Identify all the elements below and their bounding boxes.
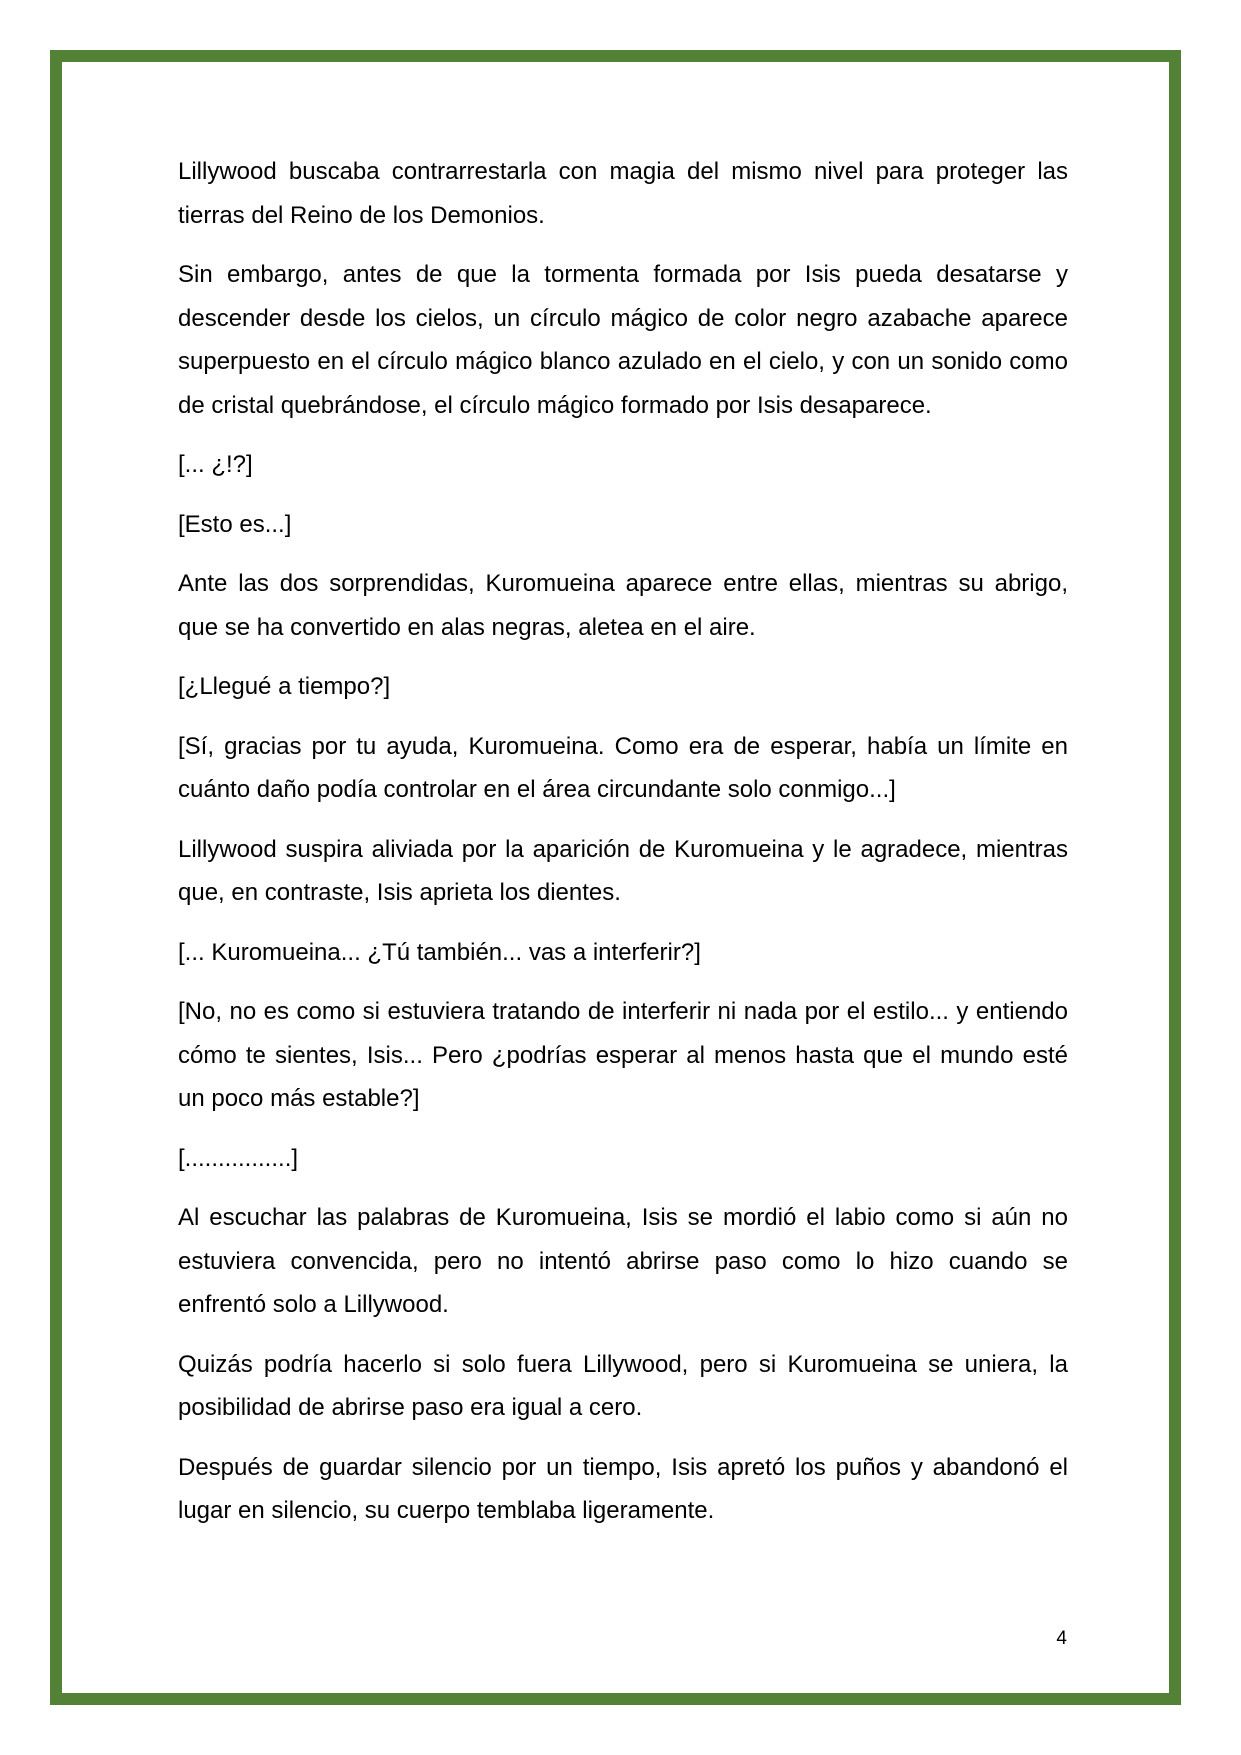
paragraph: [¿Llegué a tiempo?] [178, 673, 391, 700]
paragraph: Ante las dos sorprendidas, Kuromueina aparece entre ellas, mientras su abrigo, que se ha convertido en alas negras, aletea en el aire. [178, 570, 1068, 641]
paragraph: Quizás podría hacerlo si solo fuera Lillywood, pero si Kuromueina se uniera, la posibilidad de abrirse paso era igual a cero. [178, 1350, 1068, 1421]
paragraph: Después de guardar silencio por un tiempo, Isis apretó los puños y abandonó el lugar en silencio, su cuerpo temblaba ligeramente. [178, 1453, 1068, 1524]
paragraph: [Sí, gracias por tu ayuda, Kuromueina. Como era de esperar, había un límite en cuánto daño podía controlar en el área circundante solo conmigo...] [178, 732, 1068, 803]
paragraph: Al escuchar las palabras de Kuromueina, Isis se mordió el labio como si aún no estuviera convencida, pero no intentó abrirse paso como lo hizo cuando se enfrentó solo a Lillywood. [178, 1204, 1068, 1318]
page-number: 4 [1056, 1628, 1067, 1649]
paragraph: Lillywood buscaba contrarrestarla con magia del mismo nivel para proteger las tierras del Reino de los Demonios. [178, 158, 1068, 229]
paragraph: Sin embargo, antes de que la tormenta formada por Isis pueda desatarse y descender desde los cielos, un círculo mágico de color negro azabache aparece superpuesto en el círculo mágico blanco azulado en el cielo, y con un sonido como de cristal quebrándose, el círculo mágico formado por Isis desaparece. [178, 261, 1068, 419]
paragraph: [... ¿!?] [178, 451, 253, 478]
document-body [178, 150, 1068, 1549]
paragraph: [... Kuromueina... ¿Tú también... vas a interferir?] [178, 938, 701, 966]
paragraph: [Esto es...] [178, 510, 292, 538]
paragraph: Lillywood suspira aliviada por la aparición de Kuromueina y le agradece, mientras que, en contraste, Isis aprieta los dientes. [178, 835, 1068, 906]
paragraph: [................] [178, 1144, 299, 1172]
paragraph: [No, no es como si estuviera tratando de interferir ni nada por el estilo... y entiendo cómo te sientes, Isis... Pero ¿podrías esperar al menos hasta que el mundo esté un poco más estable?] [178, 998, 1068, 1112]
